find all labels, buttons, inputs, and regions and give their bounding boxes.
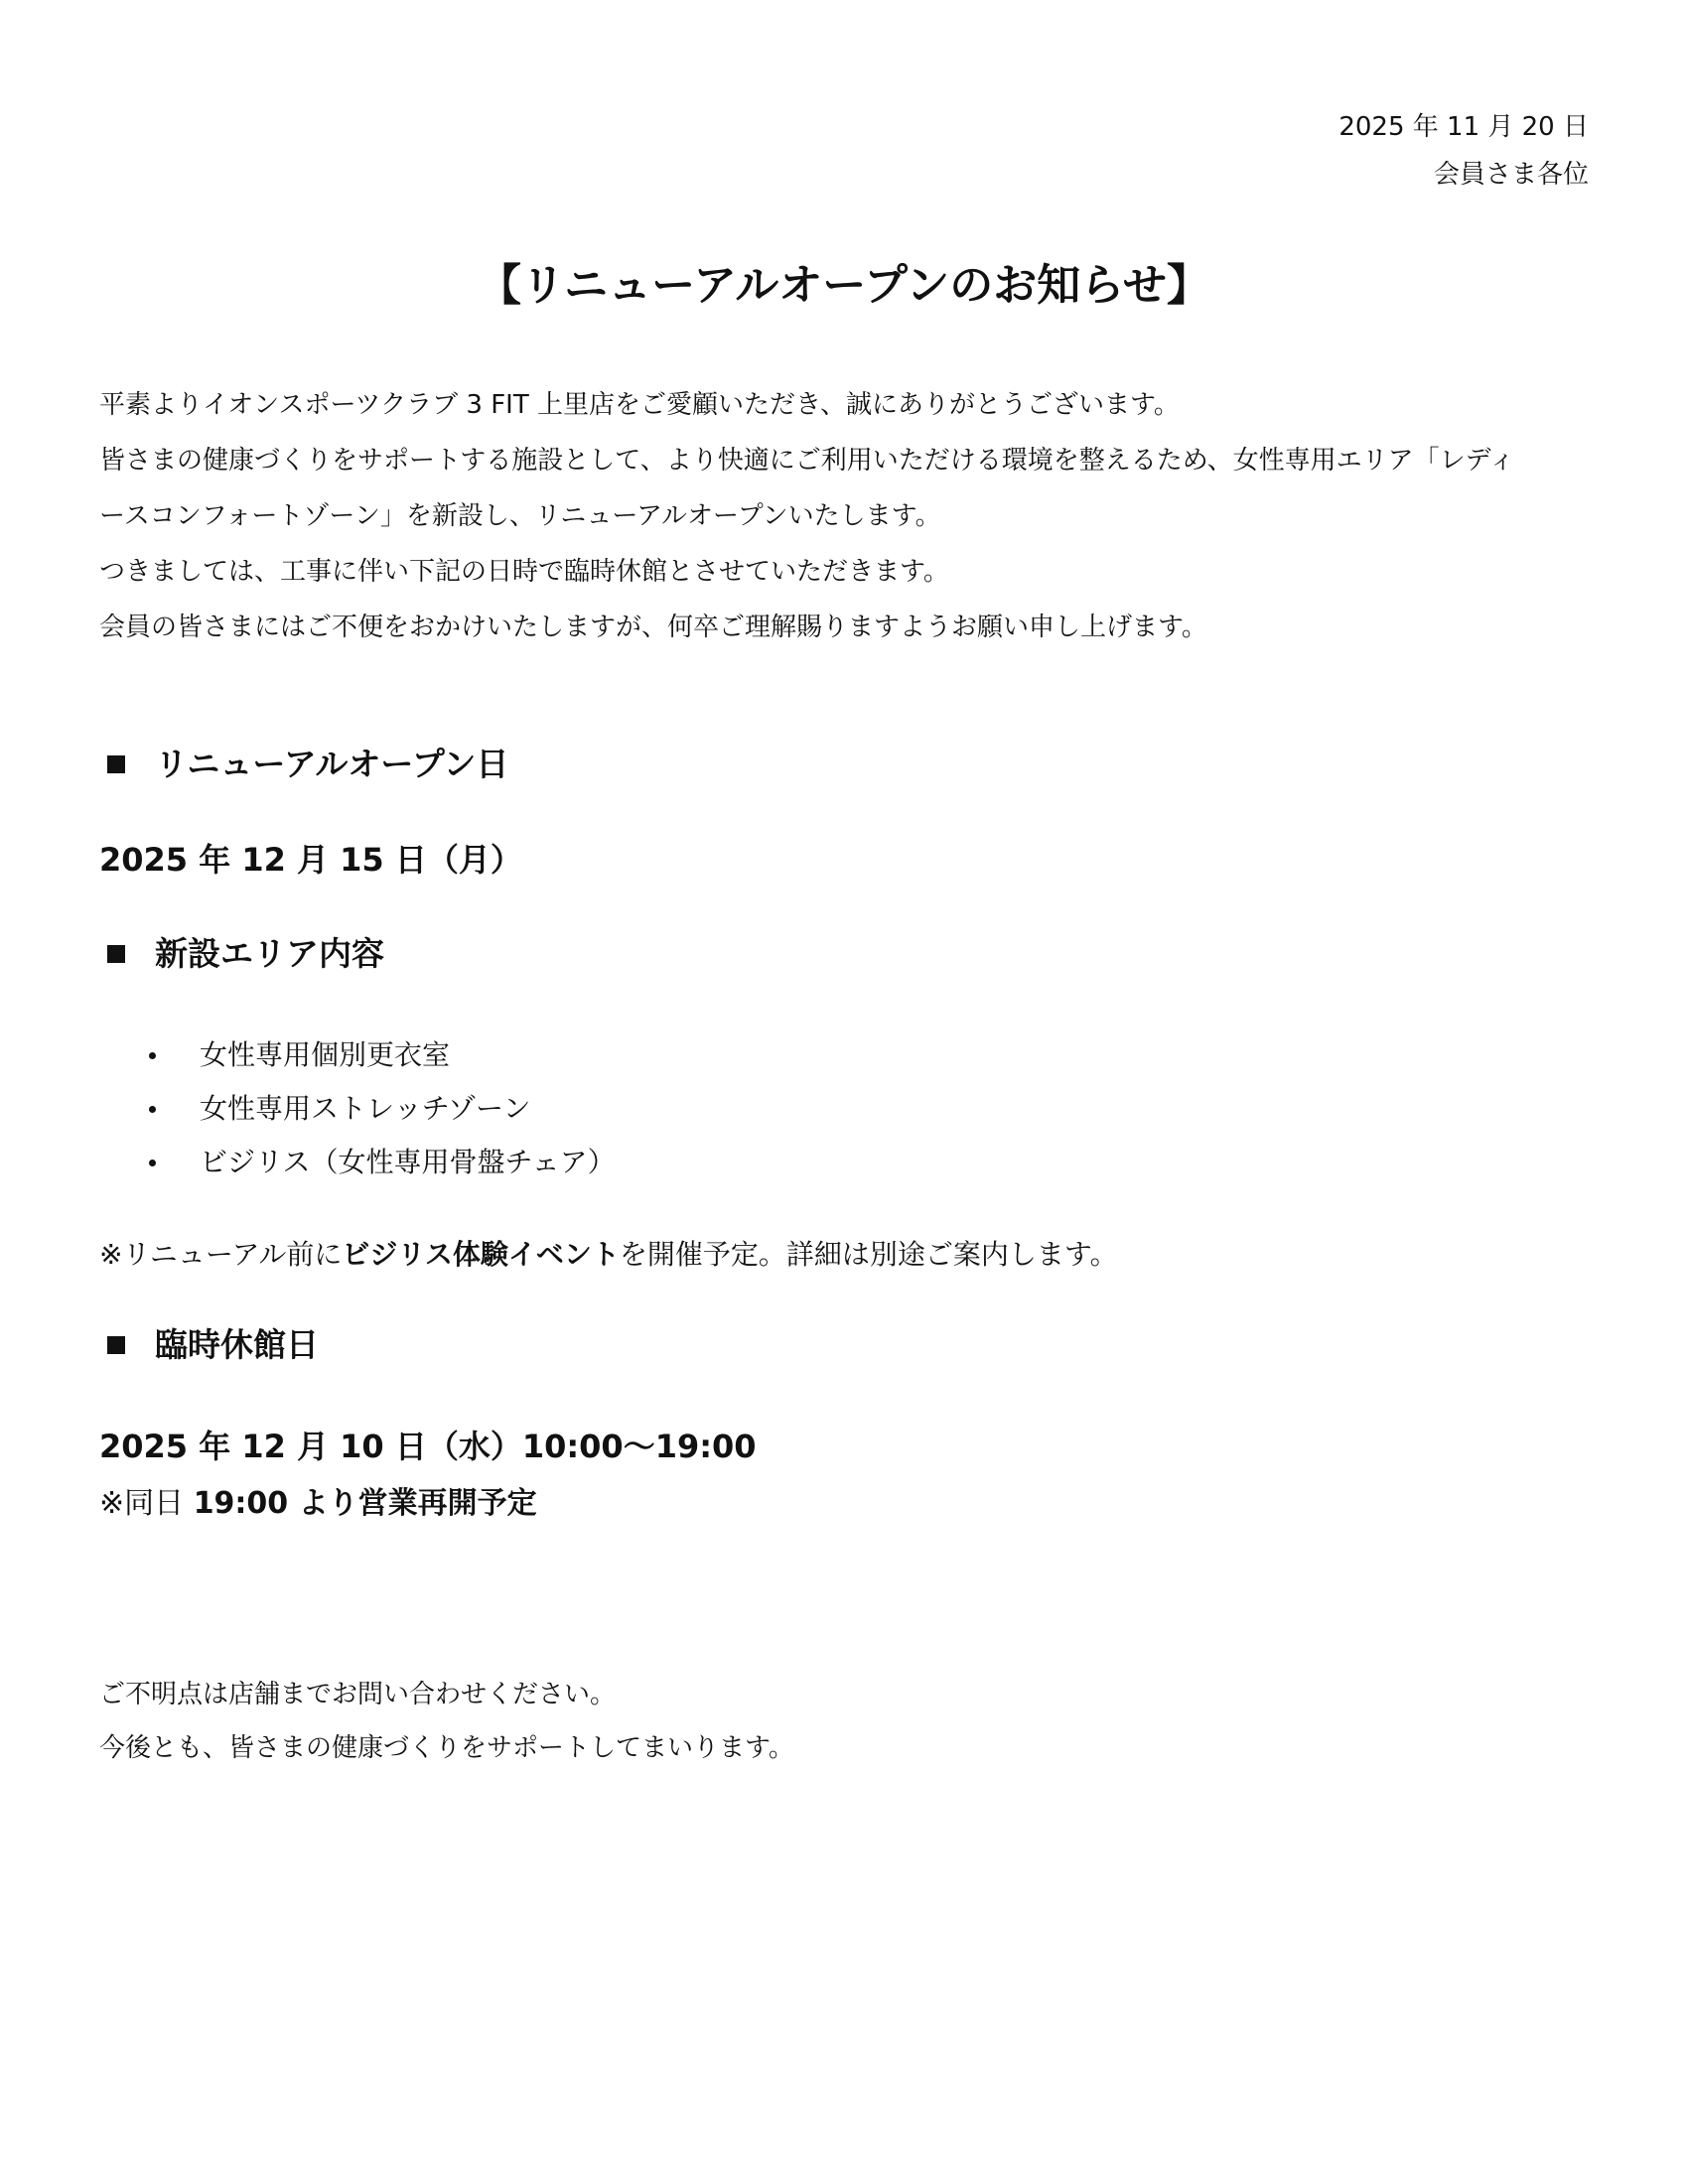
reopen-note-highlight: 19:00 より営業再開予定 bbox=[193, 1486, 537, 1521]
section-heading-reopen bbox=[107, 740, 508, 789]
notice-date: 2025 年 11 月 20 日 bbox=[1338, 112, 1589, 142]
section-heading-closure bbox=[107, 1320, 319, 1370]
intro-line: ースコンフォートゾーン」を新設し、リニューアルオープンいたします。 bbox=[99, 501, 941, 531]
event-note-highlight: ビジリス体験イベント bbox=[342, 1238, 620, 1271]
closing-line: 今後とも、皆さまの健康づくりをサポートしてまいります。 bbox=[99, 1733, 794, 1763]
intro-line: 会員の皆さまにはご不便をおかけいたしますが、何卒ご理解賜りますようお願い申し上げます。 bbox=[99, 613, 1207, 642]
list-item bbox=[149, 1028, 616, 1082]
intro-line: つきましては、工事に伴い下記の日時で臨時休館とさせていただきます。 bbox=[99, 557, 949, 587]
section-heading-text: 新設エリア内容 bbox=[155, 934, 384, 973]
section-heading-text: リニューアルオープン日 bbox=[155, 745, 509, 783]
event-note-suffix: を開催予定。詳細は別途ご案内します。 bbox=[619, 1238, 1118, 1271]
bullet-dot-icon bbox=[149, 1052, 156, 1059]
list-item-label: ビジリス（女性専用骨盤チェア） bbox=[200, 1146, 616, 1178]
reopen-date: 2025 年 12 月 15 日（月） bbox=[99, 841, 522, 879]
bullet-dot-icon bbox=[149, 1160, 156, 1166]
square-bullet-icon bbox=[107, 1336, 125, 1354]
closing-line: ご不明点は店舗までお問い合わせください。 bbox=[99, 1680, 617, 1709]
square-bullet-icon bbox=[107, 755, 125, 773]
list-item bbox=[149, 1136, 616, 1189]
closing-paragraph bbox=[99, 1668, 794, 1775]
intro-line: 平素よりイオンスポーツクラブ 3 FIT 上里店をご愛顧いただき、誠にありがとうございます。 bbox=[99, 390, 1180, 420]
notice-title: 【リニューアルオープンのお知らせ】 bbox=[478, 260, 1210, 311]
new-area-list bbox=[149, 1028, 616, 1189]
event-note bbox=[99, 1233, 1118, 1277]
intro-line: 皆さまの健康づくりをサポートする施設として、より快適にご利用いただける環境を整えるため、女性専用エリア「レディ bbox=[99, 446, 1515, 476]
list-item bbox=[149, 1082, 616, 1136]
list-item-label: 女性専用個別更衣室 bbox=[200, 1038, 451, 1071]
section-heading-new-area bbox=[107, 929, 384, 979]
event-note-prefix: ※リニューアル前に bbox=[99, 1238, 343, 1271]
square-bullet-icon bbox=[107, 945, 125, 963]
reopen-note bbox=[99, 1480, 537, 1528]
reopen-note-prefix: ※同日 bbox=[99, 1486, 194, 1521]
list-item-label: 女性専用ストレッチゾーン bbox=[200, 1092, 531, 1125]
notice-recipient: 会員さま各位 bbox=[1433, 160, 1589, 190]
section-heading-text: 臨時休館日 bbox=[155, 1325, 319, 1364]
closure-datetime: 2025 年 12 月 10 日（水）10:00～19:00 bbox=[99, 1428, 757, 1465]
bullet-dot-icon bbox=[149, 1106, 156, 1113]
intro-paragraph bbox=[99, 377, 1589, 655]
